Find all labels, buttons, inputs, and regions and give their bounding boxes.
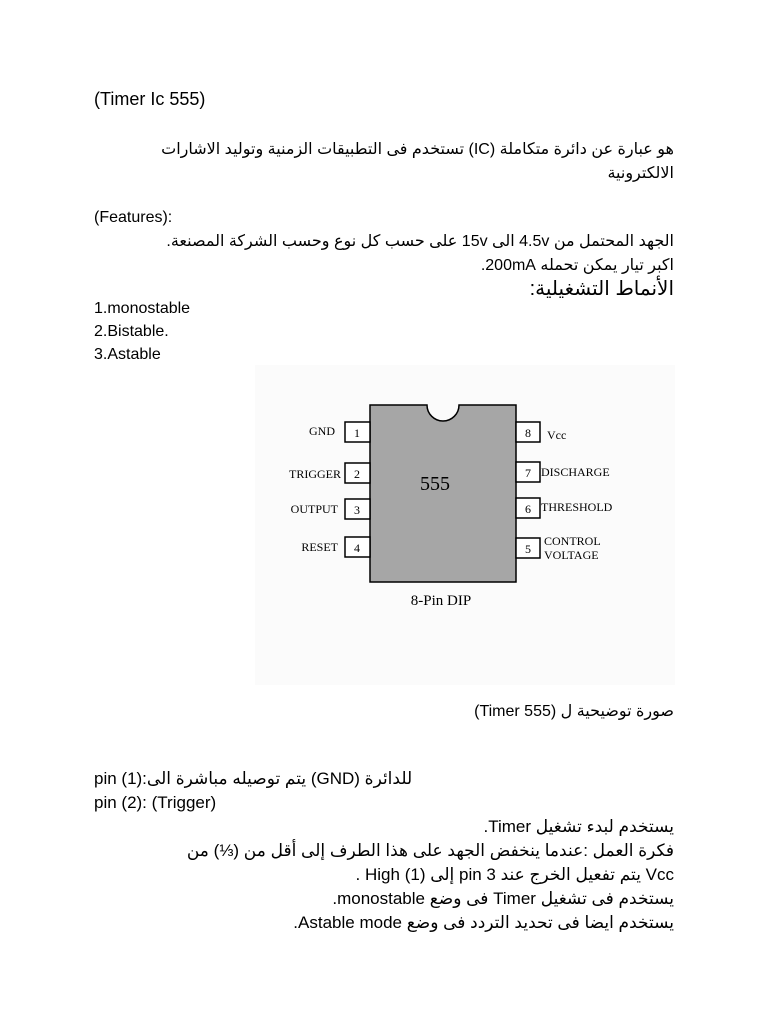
pin-7-name: DISCHARGE: [541, 465, 610, 479]
pin2-line-4: يستخدم فى تشغيل Timer فى وضع monostable.: [332, 889, 674, 908]
intro-line-1: هو عبارة عن دائرة متكاملة (IC) تستخدم فى التطبيقات الزمنية وتوليد الاشارات: [161, 141, 674, 158]
pin-1-name: GND: [309, 424, 335, 438]
pin-6-name: THRESHOLD: [541, 500, 613, 514]
mode-item-1: 1.monostable: [94, 300, 191, 317]
page-title: (Timer Ic 555): [94, 89, 206, 109]
pin-5-name: CONTROL: [544, 534, 601, 548]
pin2-heading: pin (2): (Trigger): [94, 793, 217, 812]
ic-555-diagram: [255, 365, 675, 685]
pin-8-name: Vcc: [547, 428, 567, 442]
features-line-1: الجهد المحتمل من 4.5v الى 15v على حسب كل نوع وحسب الشركة المصنعة.: [166, 233, 674, 250]
package-label: 8-Pin DIP: [410, 593, 472, 609]
ic-555-pinout-svg: [255, 365, 675, 685]
pin-7-number: 7: [525, 466, 531, 480]
pin-4-number: 4: [354, 541, 360, 555]
pin-2-number: 2: [354, 467, 360, 481]
intro-line-2: الالكترونية: [607, 165, 674, 182]
pin-3-number: 3: [354, 503, 360, 517]
pin-4-name: RESET: [301, 540, 338, 554]
pin2-line-2: فكرة العمل :عندما ينخفض الجهد على هذا الطرف إلى أقل من (⅓) من: [186, 841, 674, 860]
mode-item-2: 2.Bistable.: [94, 323, 169, 340]
pin1-description: pin (1):يتم توصيله مباشرة الى (GND) للدائرة: [94, 769, 413, 788]
pin2-line-1: يستخدم لبدء تشغيل Timer.: [483, 817, 674, 836]
pin-8-number: 8: [525, 426, 531, 440]
mode-item-3: 3.Astable: [94, 346, 161, 363]
modes-heading: الأنماط التشغيلية:: [529, 278, 674, 300]
features-line-2: اكبر تيار يمكن تحمله 200mA.: [480, 257, 674, 274]
pin2-line-3: Vcc يتم تفعيل الخرج عند pin 3 إلى (1) High .: [355, 865, 674, 884]
pin2-line-5: يستخدم ايضا فى تحديد التردد فى وضع Astable mode.: [293, 913, 674, 932]
pin-5-name-line-2: VOLTAGE: [544, 548, 599, 562]
pin-3-name: OUTPUT: [290, 502, 338, 516]
figure-caption: صورة توضيحية ل (Timer 555): [474, 703, 674, 720]
chip-label: 555: [420, 473, 450, 495]
pin-2-name: TRIGGER: [289, 467, 341, 481]
pin-1-number: 1: [354, 426, 360, 440]
features-heading: (Features):: [94, 209, 173, 226]
pin-6-number: 6: [525, 502, 531, 516]
pin-5-number: 5: [525, 542, 531, 556]
